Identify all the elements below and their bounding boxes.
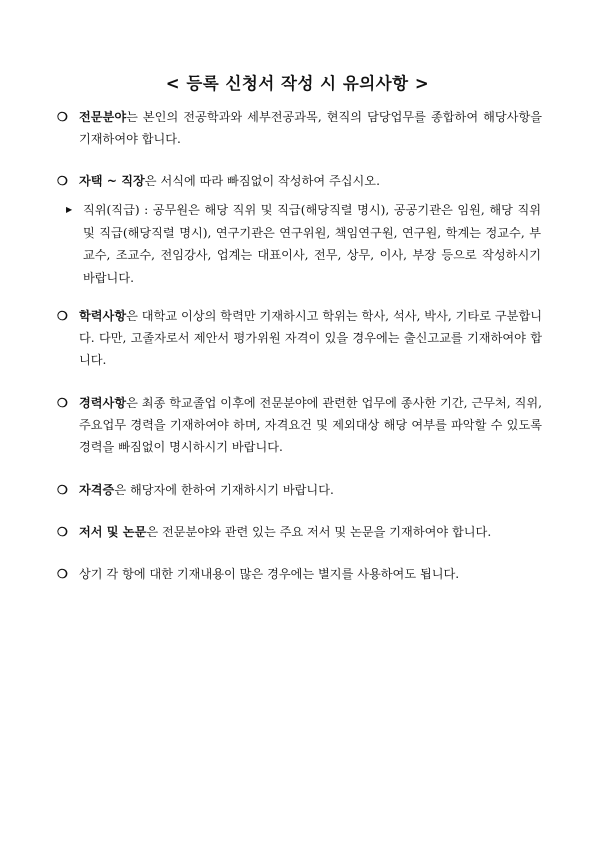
notice-item-head: 경력사항 xyxy=(79,396,127,410)
notice-item-body: 상기 각 항에 대한 기재내용이 많은 경우에는 별지를 사용하여도 됩니다. xyxy=(79,567,460,581)
notice-item-head: 전문분야 xyxy=(79,110,127,124)
notice-item-attachment xyxy=(57,563,542,585)
notice-item-body: 는 본인의 전공학과와 세부전공과목, 현직의 담당업무를 종합하여 해당사항을 기재하여야 합니다. xyxy=(79,110,542,146)
circle-bullet-icon: ❍ xyxy=(57,396,68,410)
circle-bullet-icon: ❍ xyxy=(57,110,68,124)
notice-item-body: 은 서식에 따라 빠짐없이 작성하여 주십시오. xyxy=(144,174,380,188)
triangle-marker-icon: ▶ xyxy=(66,205,73,214)
notice-item-specialty xyxy=(57,106,542,150)
circle-bullet-icon: ❍ xyxy=(57,174,68,188)
notice-item-head: 자택 ~ 직장 xyxy=(79,174,145,188)
notice-item-career xyxy=(57,392,542,458)
notice-item-text xyxy=(57,563,542,585)
notice-item-address xyxy=(57,170,542,192)
notice-item-head: 저서 및 논문 xyxy=(79,525,147,539)
notice-item-text xyxy=(57,305,542,371)
notice-item-text xyxy=(57,479,542,501)
notice-item-publications xyxy=(57,521,542,543)
notice-item-text xyxy=(57,392,542,458)
circle-bullet-icon: ❍ xyxy=(57,483,68,497)
notice-item-head: 학력사항 xyxy=(79,309,127,323)
notice-item-education xyxy=(57,305,542,371)
notice-item-body: 은 전문분야와 관련 있는 주요 저서 및 논문을 기재하여야 합니다. xyxy=(146,525,492,539)
circle-bullet-icon: ❍ xyxy=(57,525,68,539)
notice-item-head: 자격증 xyxy=(79,483,115,497)
notice-subitem-text: 직위(직급) : 공무원은 해당 직위 및 직급(해당직렬 명시), 공공기관은 임원, 해당 직위 및 직급(해당직렬 명시), 연구기관은 연구위원, 책임연구원, 연구원, 학계는 정교수, 부교수, 조교수, 전임강사, 업계는 대표이사, 전무, 상무, 이사, 부장 등으로 작성하시기 바랍니다. xyxy=(83,203,541,285)
notice-item-body: 은 최종 학교졸업 이후에 전문분야에 관련한 업무에 종사한 기간, 근무처, 직위, 주요업무 경력을 기재하여야 하며, 자격요건 및 제외대상 해당 여부를 파악할 수 있도록 경력을 빠짐없이 명시하시기 바랍니다. xyxy=(79,396,542,454)
notice-item-text xyxy=(57,170,542,192)
circle-bullet-icon: ❍ xyxy=(57,309,68,323)
notice-item-text xyxy=(57,521,542,543)
page-title: < 등록 신청서 작성 시 유의사항 > xyxy=(165,74,430,93)
circle-bullet-icon: ❍ xyxy=(57,567,68,581)
notice-subitem-position xyxy=(66,199,541,289)
notice-item-body: 은 해당자에 한하여 기재하시기 바랍니다. xyxy=(114,483,334,497)
notice-item-certificate xyxy=(57,479,542,501)
notice-item-body: 은 대학교 이상의 학력만 기재하시고 학위는 학사, 석사, 박사, 기타로 구분합니다. 다만, 고졸자로서 제안서 평가위원 자격이 있을 경우에는 출신고교를 기재하여야 합니다. xyxy=(79,309,542,367)
notice-item-text xyxy=(57,106,542,150)
